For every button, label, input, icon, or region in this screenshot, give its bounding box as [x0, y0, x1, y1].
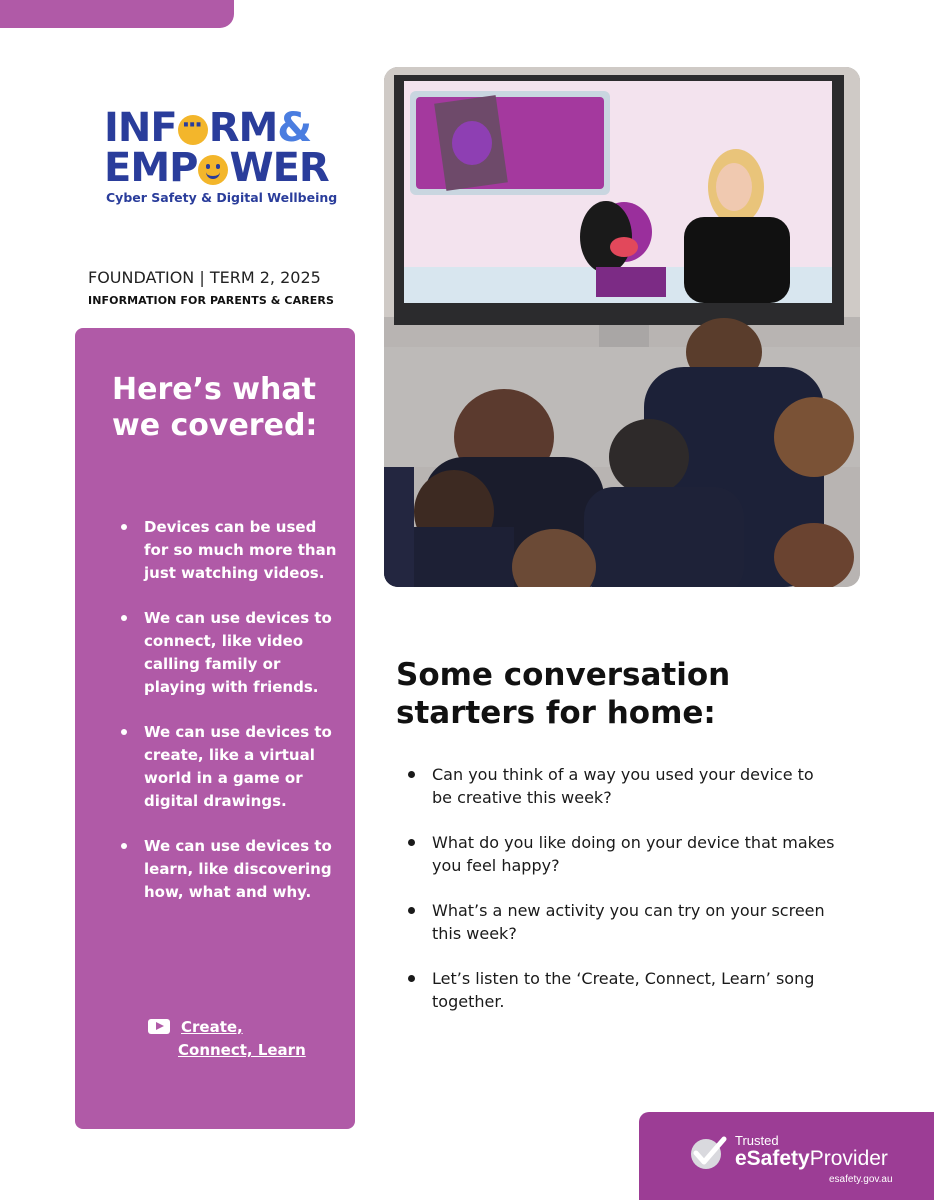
badge-name-bold: eSafety [735, 1147, 810, 1170]
audience-heading: INFORMATION FOR PARENTS & CARERS [88, 294, 334, 307]
list-item: We can use devices to create, like a virtual world in a game or digital drawings. [121, 721, 341, 813]
speech-bubble-icon [178, 115, 208, 145]
smiley-face-icon [198, 155, 228, 185]
checkmark-icon [689, 1136, 727, 1170]
logo-text: RM [208, 105, 278, 151]
badge-name-rest: Provider [809, 1147, 888, 1170]
covered-list [121, 516, 341, 926]
video-link[interactable] [148, 1016, 306, 1062]
logo-subtitle: Cyber Safety & Digital Wellbeing [106, 190, 338, 205]
play-video-icon [148, 1019, 170, 1034]
list-item: Let’s listen to the ‘Create, Connect, Learn’ song together. [408, 967, 838, 1013]
inform-empower-logo [104, 105, 338, 205]
top-color-tab [0, 0, 234, 28]
video-link-line-1[interactable]: Create, [181, 1018, 243, 1036]
term-heading: FOUNDATION | TERM 2, 2025 [88, 268, 321, 287]
list-item: What do you like doing on your device that makes you feel happy? [408, 831, 838, 877]
list-item: We can use devices to learn, like discovering how, what and why. [121, 835, 341, 904]
list-item: What’s a new activity you can try on your screen this week? [408, 899, 838, 945]
list-item: Can you think of a way you used your device to be creative this week? [408, 763, 838, 809]
list-item: Devices can be used for so much more than just watching videos. [121, 516, 341, 585]
classroom-photo-illustration [384, 67, 860, 587]
esafety-provider-badge [639, 1112, 934, 1200]
badge-provider-name [735, 1147, 888, 1171]
logo-line-1 [104, 105, 334, 151]
badge-trusted-label: Trusted [735, 1133, 779, 1148]
badge-url: esafety.gov.au [829, 1174, 893, 1185]
logo-text: EMP [104, 145, 198, 191]
logo-ampersand: & [277, 105, 312, 151]
logo-line-2 [104, 145, 334, 191]
panel-title: Here’s what we covered: [112, 372, 318, 443]
logo-text: WER [229, 145, 329, 191]
classroom-photo [384, 67, 860, 587]
list-item: We can use devices to connect, like video calling family or playing with friends. [121, 607, 341, 699]
conversation-list [408, 763, 838, 1035]
covered-panel [75, 328, 355, 1129]
video-link-line-2[interactable]: Connect, Learn [178, 1041, 306, 1059]
logo-text: INF [104, 105, 177, 151]
conversation-title: Some conversation starters for home: [396, 657, 731, 731]
